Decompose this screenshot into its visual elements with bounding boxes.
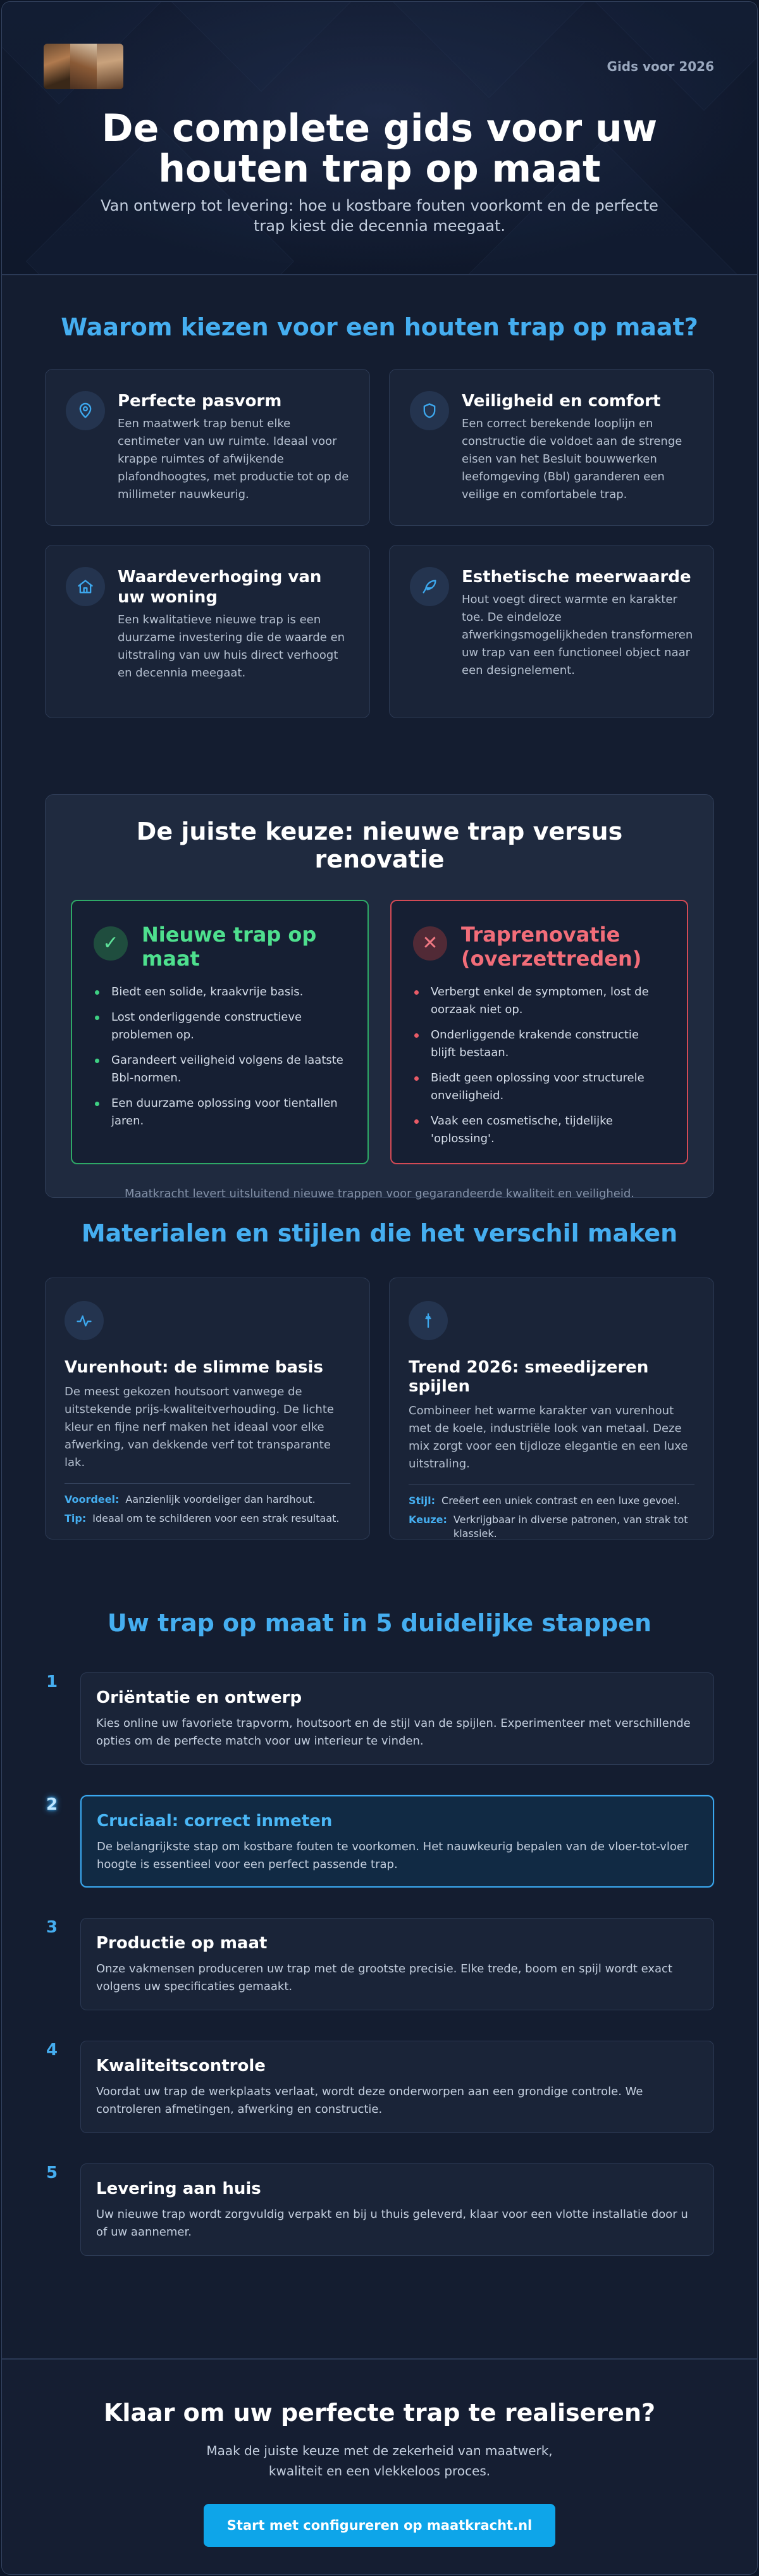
- cta-text: Maak de juiste keuze met de zekerheid van maatwerk, kwaliteit en een vlekkeloos proces.: [206, 2443, 553, 2479]
- step-text: De belangrijkste stap om kostbare fouten te voorkomen. Het nauwkeurig bepalen van de vloer-tot-vloer hoogte is essentieel voor een perfect passende trap.: [97, 1840, 689, 1871]
- guide-tag: Gids voor 2026: [607, 59, 714, 74]
- renovation-card: [390, 900, 688, 1164]
- material-card-iron: [389, 1278, 714, 1540]
- material-detail: Stijl: Creëert een uniek contrast en een luxe gevoel.: [409, 1495, 680, 1507]
- feature-card-safety: [389, 369, 714, 526]
- why-title: Waarom kiezen voor een houten trap op maat?: [61, 313, 698, 341]
- hero-logo-image: [44, 44, 123, 89]
- materials-title: Materialen en stijlen die het verschil maken: [81, 1219, 678, 1247]
- step-number: 4: [46, 2041, 58, 2060]
- page-title: De complete gids voor uw houten trap op maat: [101, 106, 658, 191]
- feature-text: Hout voegt direct warmte en karakter toe. De eindeloze afwerkingsmogelijkheden transformeren uw trap van een functioneel object naar een designelement.: [462, 593, 693, 677]
- step-text: Uw nieuwe trap wordt zorgvuldig verpakt en bij u thuis geleverd, klaar voor een vlotte installatie door u of uw aannemer.: [96, 2208, 688, 2239]
- feature-title: Esthetische meerwaarde: [462, 568, 691, 587]
- material-detail: Voordeel: Aanzienlijk voordeliger dan hardhout.: [65, 1493, 316, 1505]
- home-icon: [66, 567, 105, 606]
- step-item: [45, 2163, 714, 2256]
- feature-text: Een correct berekende looplijn en constructie die voldoet aan de strenge eisen van het Besluit bouwwerken leefomgeving (Bbl) garanderen een veilige en comfortabele trap.: [462, 417, 682, 501]
- hero-section: [2, 2, 757, 275]
- list-item: Een duurzame oplossing voor tientallen jaren.: [94, 1095, 346, 1130]
- shield-icon: [410, 391, 449, 430]
- step-title: Oriëntatie en ontwerp: [96, 1688, 302, 1707]
- compare-section: [45, 794, 714, 1198]
- list-item: Onderliggende krakende constructie blijft bestaan.: [413, 1026, 665, 1062]
- material-text: Combineer het warme karakter van vurenhout met de koele, industriële look van metaal. Deze mix zorgt voor een tijdloze elegantie en een luxe uitstraling.: [409, 1404, 688, 1471]
- step-number: 3: [46, 1918, 58, 1937]
- material-title: Vurenhout: de slimme basis: [65, 1358, 323, 1377]
- list-item: Biedt geen oplossing voor structurele onveiligheid.: [413, 1069, 665, 1105]
- step-item: [45, 1918, 714, 2010]
- material-title: Trend 2026: smeedijzeren spijlen: [409, 1358, 649, 1396]
- step-number: 1: [46, 1672, 58, 1691]
- list-item: Verbergt enkel de symptomen, lost de oorzaak niet op.: [413, 983, 665, 1019]
- new-stair-title: Nieuwe trap op maat: [142, 923, 317, 971]
- steps-section: [45, 1609, 714, 2286]
- hero-decoration: [127, 2, 395, 92]
- material-text: De meest gekozen houtsoort vanwege de uitstekende prijs-kwaliteitverhouding. De lichte kleur en fijne nerf maken het ideaal voor elke afwerking, van dekkende verf tot transparante lak.: [65, 1385, 334, 1469]
- feather-icon: [410, 567, 449, 606]
- material-detail: Tip: Ideaal om te schilderen voor een strak resultaat.: [65, 1512, 340, 1524]
- why-section: [45, 313, 714, 718]
- feature-title: Perfecte pasvorm: [118, 392, 282, 411]
- feature-title: Veiligheid en comfort: [462, 392, 661, 411]
- material-detail: Keuze: Verkrijgbaar in diverse patronen, van strak tot klassiek.: [409, 1514, 688, 1540]
- location-pin-icon: [66, 391, 105, 430]
- step-text: Onze vakmensen produceren uw trap met de grootste precisie. Elke trede, boom en spijl wordt exact volgens uw specificaties gemaakt.: [96, 1962, 673, 1993]
- step-title: Kwaliteitscontrole: [96, 2056, 266, 2075]
- feature-text: Een maatwerk trap benut elke centimeter van uw ruimte. Ideaal voor krappe ruimtes of afwijkende plafondhoogtes, met productie tot op de millimeter nauwkeurig.: [118, 417, 349, 501]
- compare-note: Maatkracht levert uitsluitend nieuwe trappen voor gegarandeerde kwaliteit en veiligheid.: [124, 1187, 635, 1200]
- new-stair-list: [94, 983, 346, 1130]
- renovation-title: Traprenovatie (overzettreden): [461, 923, 642, 971]
- step-item-highlighted: [45, 1795, 714, 1888]
- cross-icon: ✕: [413, 926, 447, 961]
- cta-title: Klaar om uw perfecte trap te realiseren?: [103, 2399, 656, 2427]
- hero-decoration: [570, 2, 757, 111]
- material-card-spruce: [45, 1278, 370, 1540]
- step-text: Kies online uw favoriete trapvorm, houtsoort en de stijl van de spijlen. Experimenteer met verschillende opties om de perfecte match voor uw interieur te vinden.: [96, 1717, 691, 1748]
- step-title: Levering aan huis: [96, 2179, 261, 2198]
- cta-section: [2, 2358, 757, 2575]
- baluster-icon: [409, 1301, 448, 1340]
- feature-card-value: [45, 545, 370, 718]
- list-item: Garandeert veiligheid volgens de laatste Bbl-normen.: [94, 1052, 346, 1087]
- feature-text: Een kwalitatieve nieuwe trap is een duurzame investering die de waarde en uitstraling van uw huis direct verhoogt en decennia meegaat.: [118, 613, 345, 680]
- pulse-icon: [65, 1301, 104, 1340]
- step-item: [45, 1672, 714, 1765]
- step-text: Voordat uw trap de werkplaats verlaat, wordt deze onderworpen aan een grondige controle. We controleren afmetingen, afwerking en constructie.: [96, 2085, 643, 2116]
- divider: [65, 1483, 350, 1484]
- step-title: Productie op maat: [96, 1934, 268, 1953]
- list-item: Biedt een solide, kraakvrije basis.: [94, 983, 346, 1001]
- compare-title: De juiste keuze: nieuwe trap versus renovatie: [136, 818, 623, 873]
- configure-button[interactable]: Start met configureren op maatkracht.nl: [204, 2504, 555, 2547]
- list-item: Vaak een cosmetische, tijdelijke 'oplossing'.: [413, 1112, 665, 1148]
- new-stair-card: [71, 900, 369, 1164]
- hero-decoration: [355, 2, 623, 98]
- steps-title: Uw trap op maat in 5 duidelijke stappen: [107, 1609, 652, 1637]
- page-subtitle: Van ontwerp tot levering: hoe u kostbare fouten voorkomt en de perfecte trap kiest die decennia meegaat.: [101, 197, 658, 235]
- materials-section: [45, 1219, 714, 1540]
- step-title: Cruciaal: correct inmeten: [97, 1812, 333, 1831]
- step-item: [45, 2041, 714, 2133]
- feature-card-fit: [45, 369, 370, 526]
- step-number: 2: [46, 1795, 58, 1814]
- renovation-list: [413, 983, 665, 1148]
- feature-title: Waardeverhoging van uw woning: [118, 568, 322, 607]
- divider: [409, 1484, 694, 1485]
- page-frame: [1, 1, 758, 2575]
- check-icon: ✓: [94, 926, 128, 961]
- step-number: 5: [46, 2163, 58, 2182]
- feature-card-aesthetic: [389, 545, 714, 718]
- list-item: Lost onderliggende constructieve problemen op.: [94, 1009, 346, 1044]
